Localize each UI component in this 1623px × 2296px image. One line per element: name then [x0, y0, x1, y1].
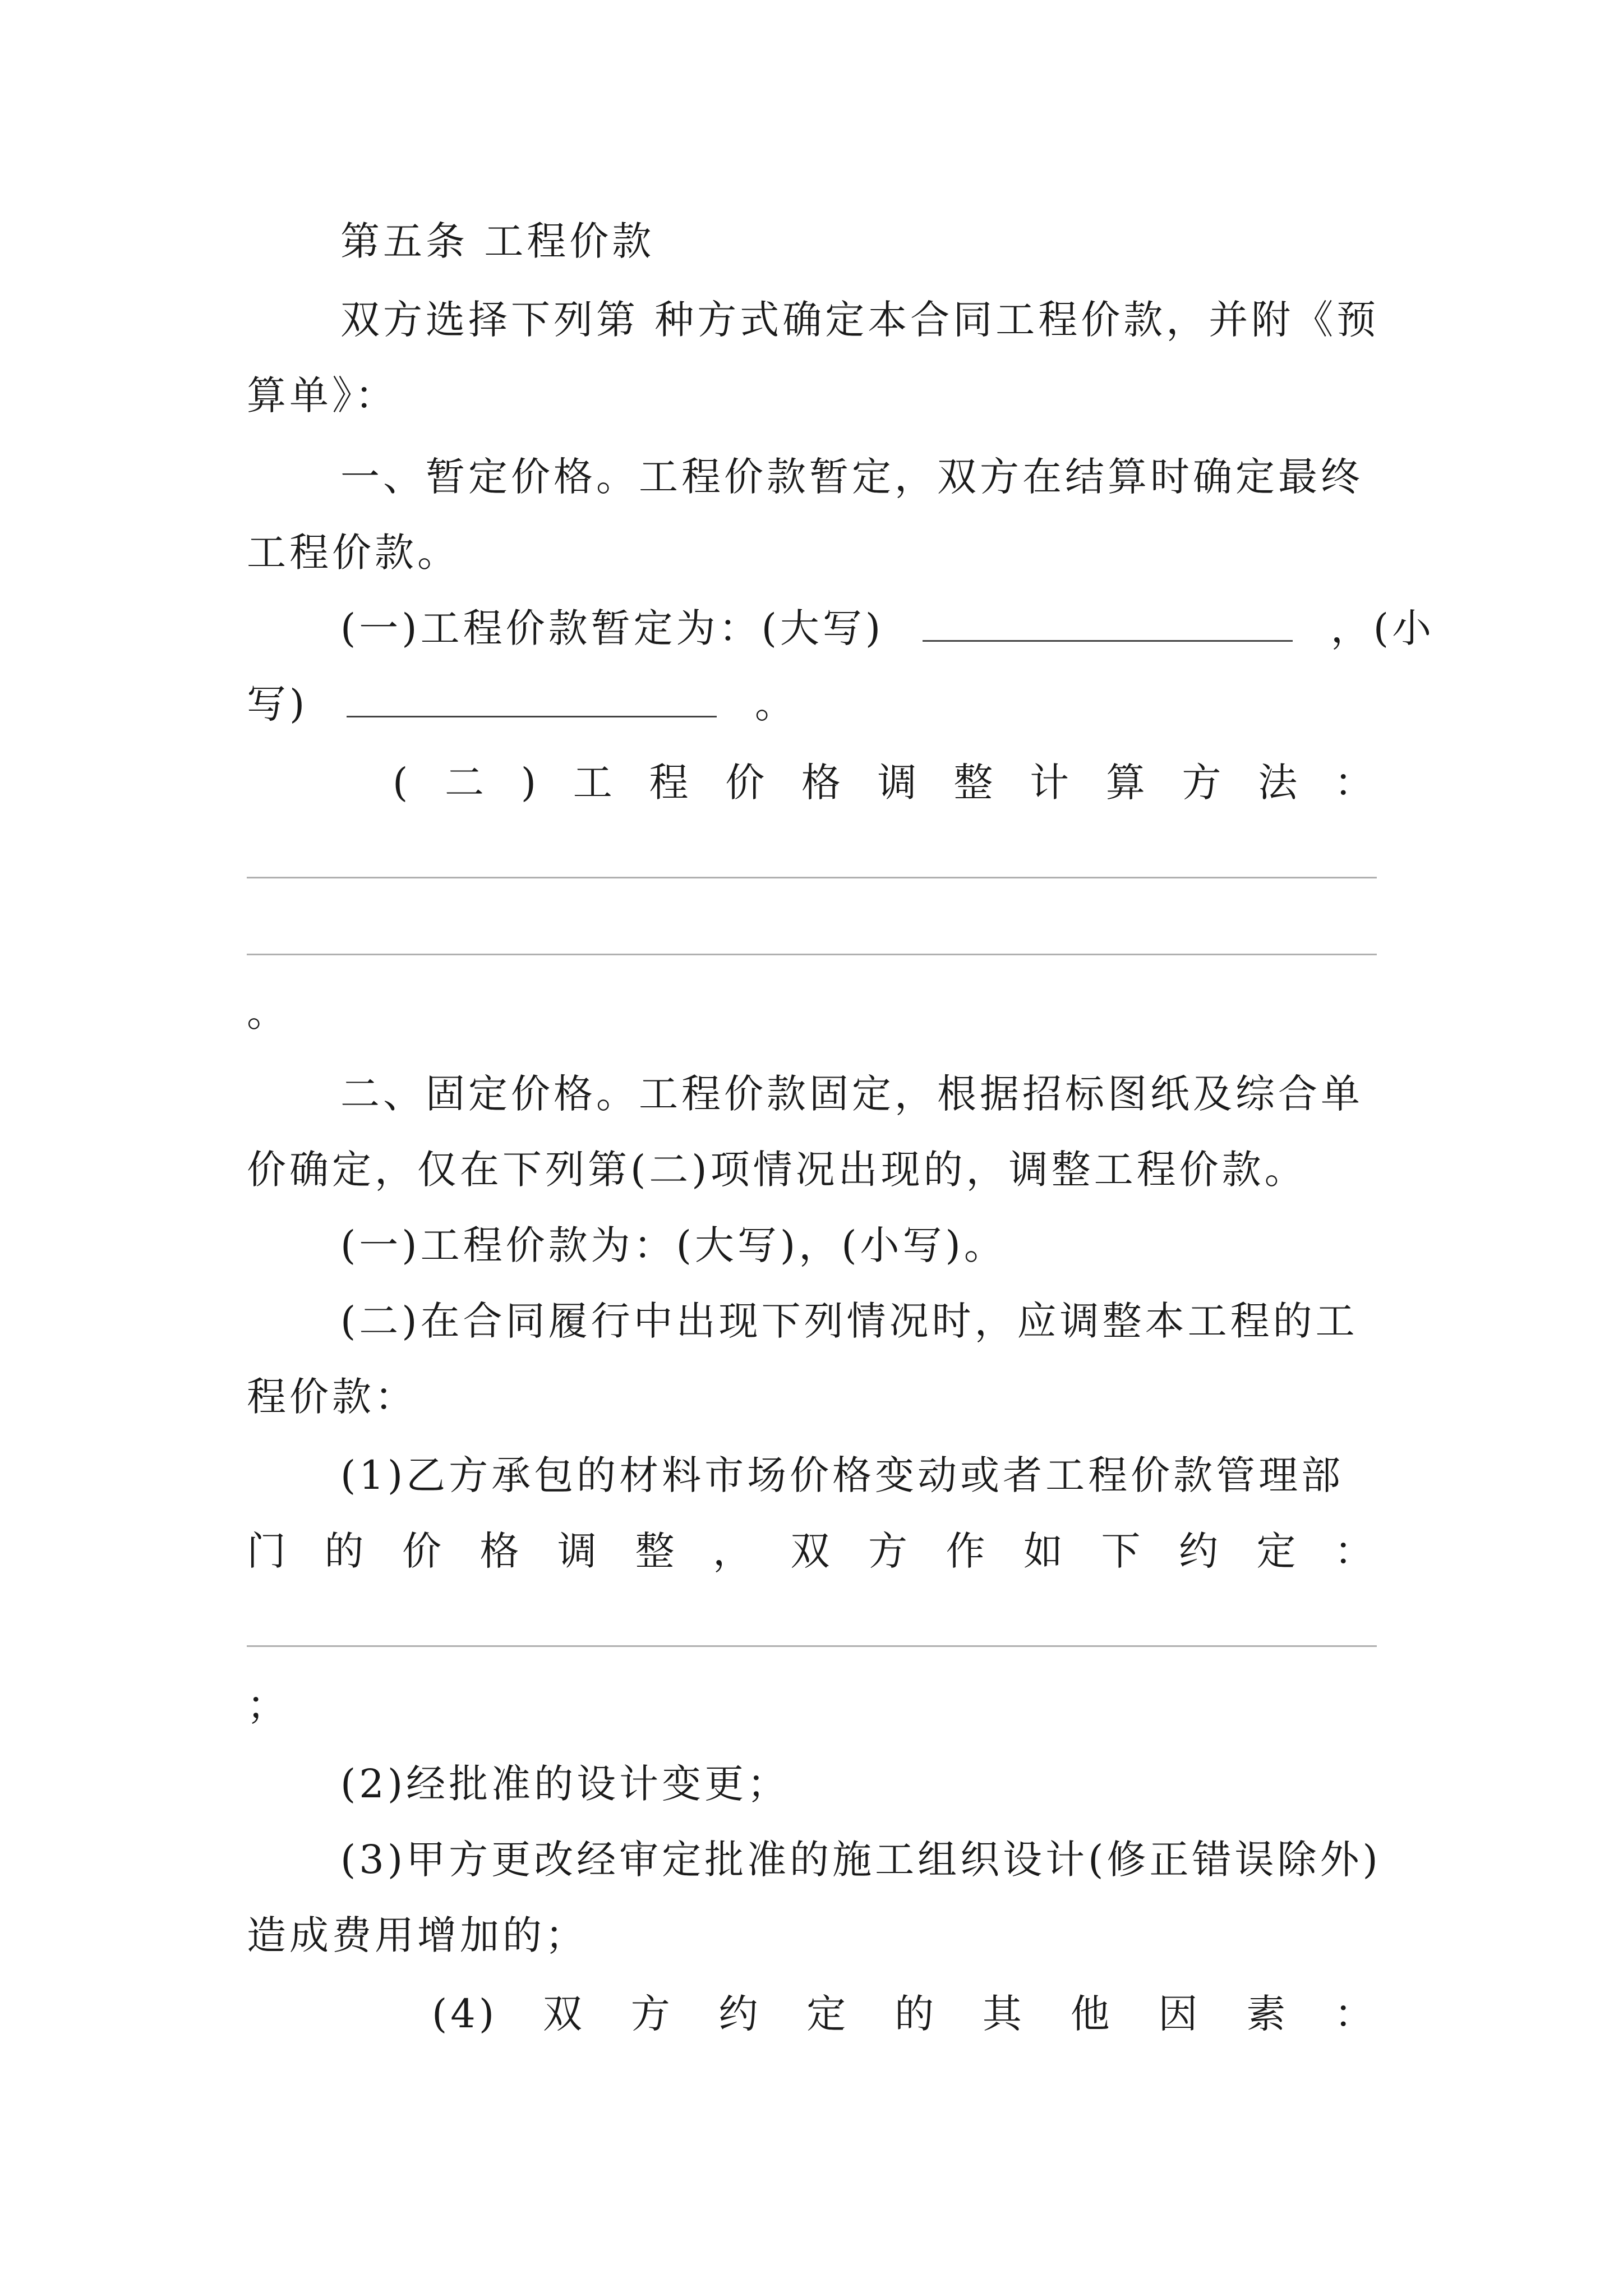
section-1-a2-suffix: 。 — [754, 681, 797, 727]
char: 调 — [557, 1528, 600, 1574]
article-title: 第五条 工程价款 — [340, 218, 655, 264]
char: 定 — [1256, 1528, 1299, 1574]
char: 方 — [868, 1528, 911, 1574]
item-3-line-1: (3)甲方更改经审定批准的施工组织设计(修正错误除外) — [340, 1837, 1381, 1883]
char: 方 — [1182, 760, 1225, 806]
char: 下 — [1101, 1528, 1144, 1574]
char: ， — [713, 1528, 755, 1574]
char: ( — [393, 760, 412, 806]
char: 素 — [1246, 1991, 1289, 2037]
char: 法 — [1258, 760, 1301, 806]
section-2-line-2: 价确定，仅在下列第(二)项情况出现的，调整工程价款。 — [247, 1147, 1307, 1193]
amount-uppercase-blank[interactable] — [923, 606, 1293, 642]
item-1-end: ； — [247, 1682, 289, 1728]
char: 计 — [1030, 760, 1073, 806]
char: 约 — [1179, 1528, 1221, 1574]
section-2-b-line-1: (二)在合同履行中出现下列情况时，应调整本工程的工 — [340, 1298, 1358, 1344]
section-1-a-prefix: (一)工程价款暂定为：(大写) — [340, 605, 884, 651]
item-4-line — [432, 1986, 1377, 2042]
char: 双 — [790, 1528, 833, 1574]
char: ： — [1334, 760, 1377, 806]
item-1-line-2 — [247, 1523, 1377, 1579]
char: 门 — [247, 1528, 289, 1574]
char: 格 — [479, 1528, 523, 1574]
amount-lowercase-blank[interactable] — [347, 682, 717, 717]
section-1-a2-prefix: 写) — [247, 681, 308, 727]
section-2-a: (一)工程价款为：(大写)，(小写)。 — [340, 1222, 1007, 1268]
section-2-b-line-2: 程价款： — [247, 1374, 417, 1420]
char: 约 — [718, 1991, 762, 2037]
section-1-a-mid: ，(小 — [1330, 605, 1435, 651]
fill-in-rule[interactable] — [247, 954, 1377, 955]
char: 他 — [1070, 1991, 1113, 2037]
char: 算 — [1105, 760, 1149, 806]
char: 工 — [573, 760, 616, 806]
fill-in-rule[interactable] — [247, 1645, 1377, 1647]
char: 调 — [877, 760, 920, 806]
char: 格 — [801, 760, 844, 806]
char: 价 — [725, 760, 768, 806]
char: ： — [1334, 1991, 1377, 2037]
section-2-line-1: 二、固定价格。工程价款固定，根据招标图纸及综合单 — [340, 1071, 1363, 1117]
item-3-line-2: 造成费用增加的； — [247, 1912, 588, 1958]
char: ) — [520, 760, 540, 806]
char: 定 — [806, 1991, 850, 2037]
char: 作 — [946, 1528, 989, 1574]
section-1-b-end: 。 — [247, 990, 289, 1036]
item-1-line-1: (1)乙方承包的材料市场价格变动或者工程价款管理部 — [340, 1452, 1344, 1498]
char: 价 — [402, 1528, 445, 1574]
fill-in-rule[interactable] — [247, 877, 1377, 878]
section-1-b-line — [393, 754, 1377, 811]
char: 其 — [982, 1991, 1025, 2037]
char: ： — [1334, 1528, 1377, 1574]
char: 因 — [1158, 1991, 1201, 2037]
section-1-line-1: 一、暂定价格。工程价款暂定，双方在结算时确定最终 — [340, 454, 1363, 500]
char: 程 — [649, 760, 692, 806]
char: 如 — [1023, 1528, 1066, 1574]
section-1-line-2: 工程价款。 — [247, 530, 460, 576]
intro-line-1: 双方选择下列第 种方式确定本合同工程价款，并附《预 — [340, 297, 1380, 343]
char: 的 — [895, 1991, 938, 2037]
char: 整 — [635, 1528, 678, 1574]
intro-line-2: 算单》： — [247, 372, 398, 418]
item-2: (2)经批准的设计变更； — [340, 1761, 790, 1807]
char: 的 — [324, 1528, 367, 1574]
section-1-a-line-1 — [340, 600, 1435, 656]
char: 方 — [630, 1991, 674, 2037]
char: 二 — [445, 760, 488, 806]
char: 整 — [953, 760, 997, 806]
char: 双 — [542, 1991, 585, 2037]
section-1-a-line-2 — [247, 676, 1377, 732]
char: (4) — [432, 1991, 498, 2037]
